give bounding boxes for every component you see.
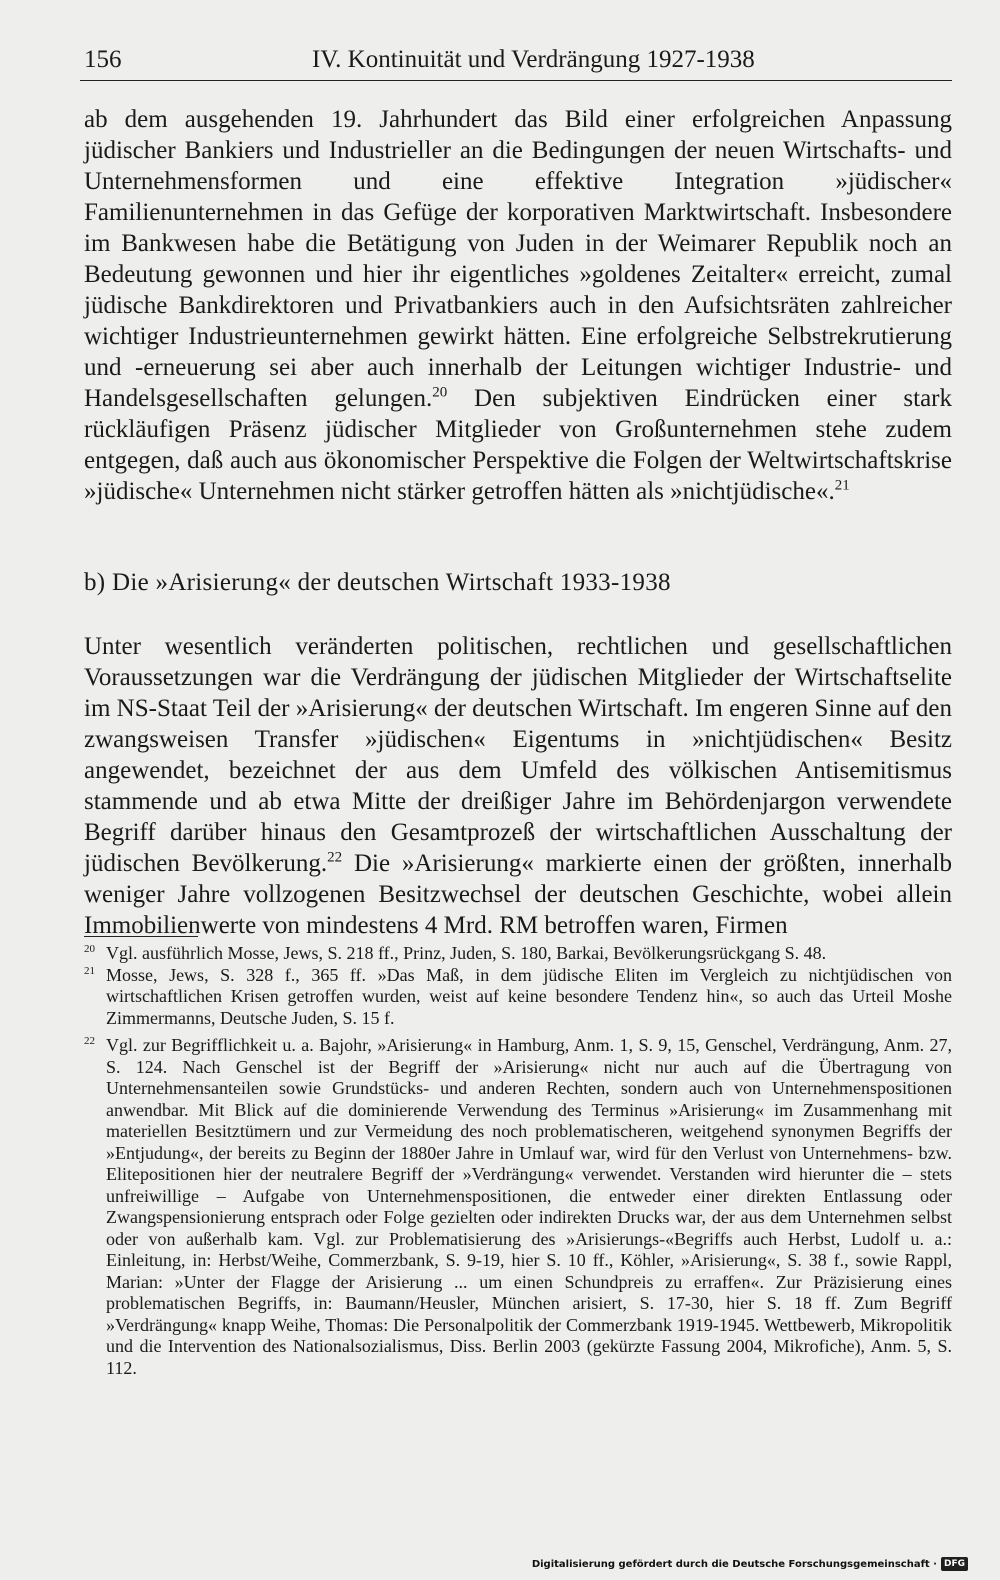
body-paragraph — [84, 631, 952, 941]
footnote-text: Vgl. zur Begrifflichkeit u. a. Bajohr, »Arisierung« in Hamburg, Anm. 1, S. 9, 15, Genschel, Verdrängung, Anm. 27, S. 124. Nach Genschel ist der Begriff der »Arisierung« nicht nur auch auf die Übertragung von Unternehmensanteilen sowie Grundstücks- und anderen Rechten, sondern auch von Unternehmenspositionen anwendbar. Mit Blick auf die dominierende Verwendung des Terminus »Arisierung« im Zusammenhang mit materiellen Besitztümern und zur Vermeidung des noch problematischeren, weitgehend synonymen Begriffs der »Entjudung«, der bereits zu Beginn der 1880er Jahre in Umlauf war, wird für den Verlust von Unternehmens- bzw. Elitepositionen hier der neutralere Begriff der »Verdrängung« verwendet. Verstanden wird hierunter die – stets unfreiwillige – Aufgabe von Unternehmenspositionen, die entweder einer direkten Entlassung oder Zwangspensionierung entsprach oder Folge gezielten oder indirekten Drucks war, der aus dem Unternehmen selbst oder von außerhalb kam. Vgl. zur Problematisierung des »Arisierungs-«Begriffs auch Herbst, Ludolf u. a.: Einleitung, in: Herbst/Weihe, Commerzbank, S. 9-19, hier S. 10 ff., Köhler, »Arisierung«, S. 38 f., sowie Rappl, Marian: »Unter der Flagge der Arisierung ... um einen Schundpreis zu erraffen«. Zur Präzisierung eines problematischen Begriffs, in: Baumann/Heusler, München arisiert, S. 17-30, hier S. 18 ff. Zum Begriff »Verdrängung« knapp Weihe, Thomas: Die Personalpolitik der Commerzbank 1919-1945. Wettbewerb, Mikropolitik und die Intervention des Nationalsozialismus, Diss. Berlin 2003 (gekürzte Fassung 2004, Mikrofiche), Anm. 5, S. 112. — [106, 1035, 952, 1378]
page-header — [80, 44, 952, 81]
footnote-divider — [84, 936, 198, 937]
running-head: IV. Kontinuität und Verdrängung 1927-1938 — [312, 46, 755, 73]
paragraph-text: Den subjektiven Eindrücken einer stark rückläufigen Präsenz jüdischer Mitglieder von Großunternehmen stehe zudem entgegen, daß auch aus ökonomischer Perspektive die Folgen der Weltwirtschaftskrise »jüdische« Unternehmen nicht stärker getroffen hätten als »nichtjüdische«. — [84, 385, 952, 505]
page-number: 156 — [84, 46, 122, 73]
footnote-reference[interactable]: 21 — [834, 477, 850, 494]
footnote-number: 20 — [84, 943, 95, 955]
footnote-reference[interactable]: 20 — [432, 384, 448, 401]
footnote — [84, 943, 952, 965]
digitization-credit — [532, 1556, 968, 1572]
dfg-logo-icon: DFG — [941, 1557, 968, 1571]
footnote-number: 22 — [84, 1035, 95, 1047]
paragraph-text: Die »Arisierung« markierte einen der größten, innerhalb weniger Jahre vollzogenen Besitzwechsel der deutschen Geschichte, wobei allein Immobilienwerte von mindestens 4 Mrd. RM betroffen waren, Firmen — [84, 850, 953, 939]
footnote-text: Mosse, Jews, S. 328 f., 365 ff. »Das Maß, in dem jüdische Eliten im Vergleich zu nichtjüdischen von wirtschaftlichen Krisen getroffen wurden, weist auf keine besondere Tendenz hin«, so auch das Urteil Moshe Zimmermanns, Deutsche Juden, S. 15 f. — [106, 964, 952, 1028]
footnote-number: 21 — [84, 964, 95, 977]
footnote-reference[interactable]: 22 — [327, 849, 343, 866]
paragraph-text: Unter wesentlich veränderten politischen, rechtlichen und gesellschaftlichen Voraussetzungen war die Verdrängung der jüdischen Mitglieder der Wirtschaftselite im NS-Staat Teil der »Arisierung« der deutschen Wirtschaft. Im engeren Sinne auf den zwangsweisen Transfer »jüdischen« Eigentums in »nichtjüdischen« Besitz angewendet, bezeichnet der aus dem Umfeld des völkischen Antisemitismus stammende und ab etwa Mitte der dreißiger Jahre im Behördenjargon verwendete Begriff darüber hinaus den Gesamtprozeß der wirtschaftlichen Ausschaltung der jüdischen Bevölkerung. — [84, 633, 952, 877]
footnote — [84, 1035, 952, 1379]
footnote-text: Vgl. ausführlich Mosse, Jews, S. 218 ff., Prinz, Juden, S. 180, Barkai, Bevölkerungsrückgang S. 48. — [106, 943, 827, 963]
paragraph-text: ab dem ausgehenden 19. Jahrhundert das Bild einer erfolgreichen Anpassung jüdischer Bankiers und Industrieller an die Bedingungen der neuen Wirtschafts- und Unternehmensformen und eine effektive Integration »jüdischer« Familienunternehmen in das Gefüge der korporativen Marktwirtschaft. Insbesondere im Bankwesen habe die Betätigung von Juden in der Weimarer Republik noch an Bedeutung gewonnen und hier ihr eigentliches »goldenes Zeitalter« erreicht, zumal jüdische Bankdirektoren und Privatbankiers auch in den Aufsichtsräten zahlreicher wichtiger Industrieunternehmen gewirkt hätten. Eine erfolgreiche Selbstrekrutierung und -erneuerung sei aber auch innerhalb der Leitungen wichtiger Industrie- und Handelsgesellschaften gelungen. — [84, 106, 952, 412]
body-paragraph — [84, 104, 952, 507]
footnotes — [84, 943, 952, 1379]
credit-text: Digitalisierung gefördert durch die Deutsche Forschungsgemeinschaft · — [531, 1558, 937, 1570]
footnote — [84, 965, 952, 1030]
section-heading: b) Die »Arisierung« der deutschen Wirtschaft 1933-1938 — [84, 569, 671, 596]
